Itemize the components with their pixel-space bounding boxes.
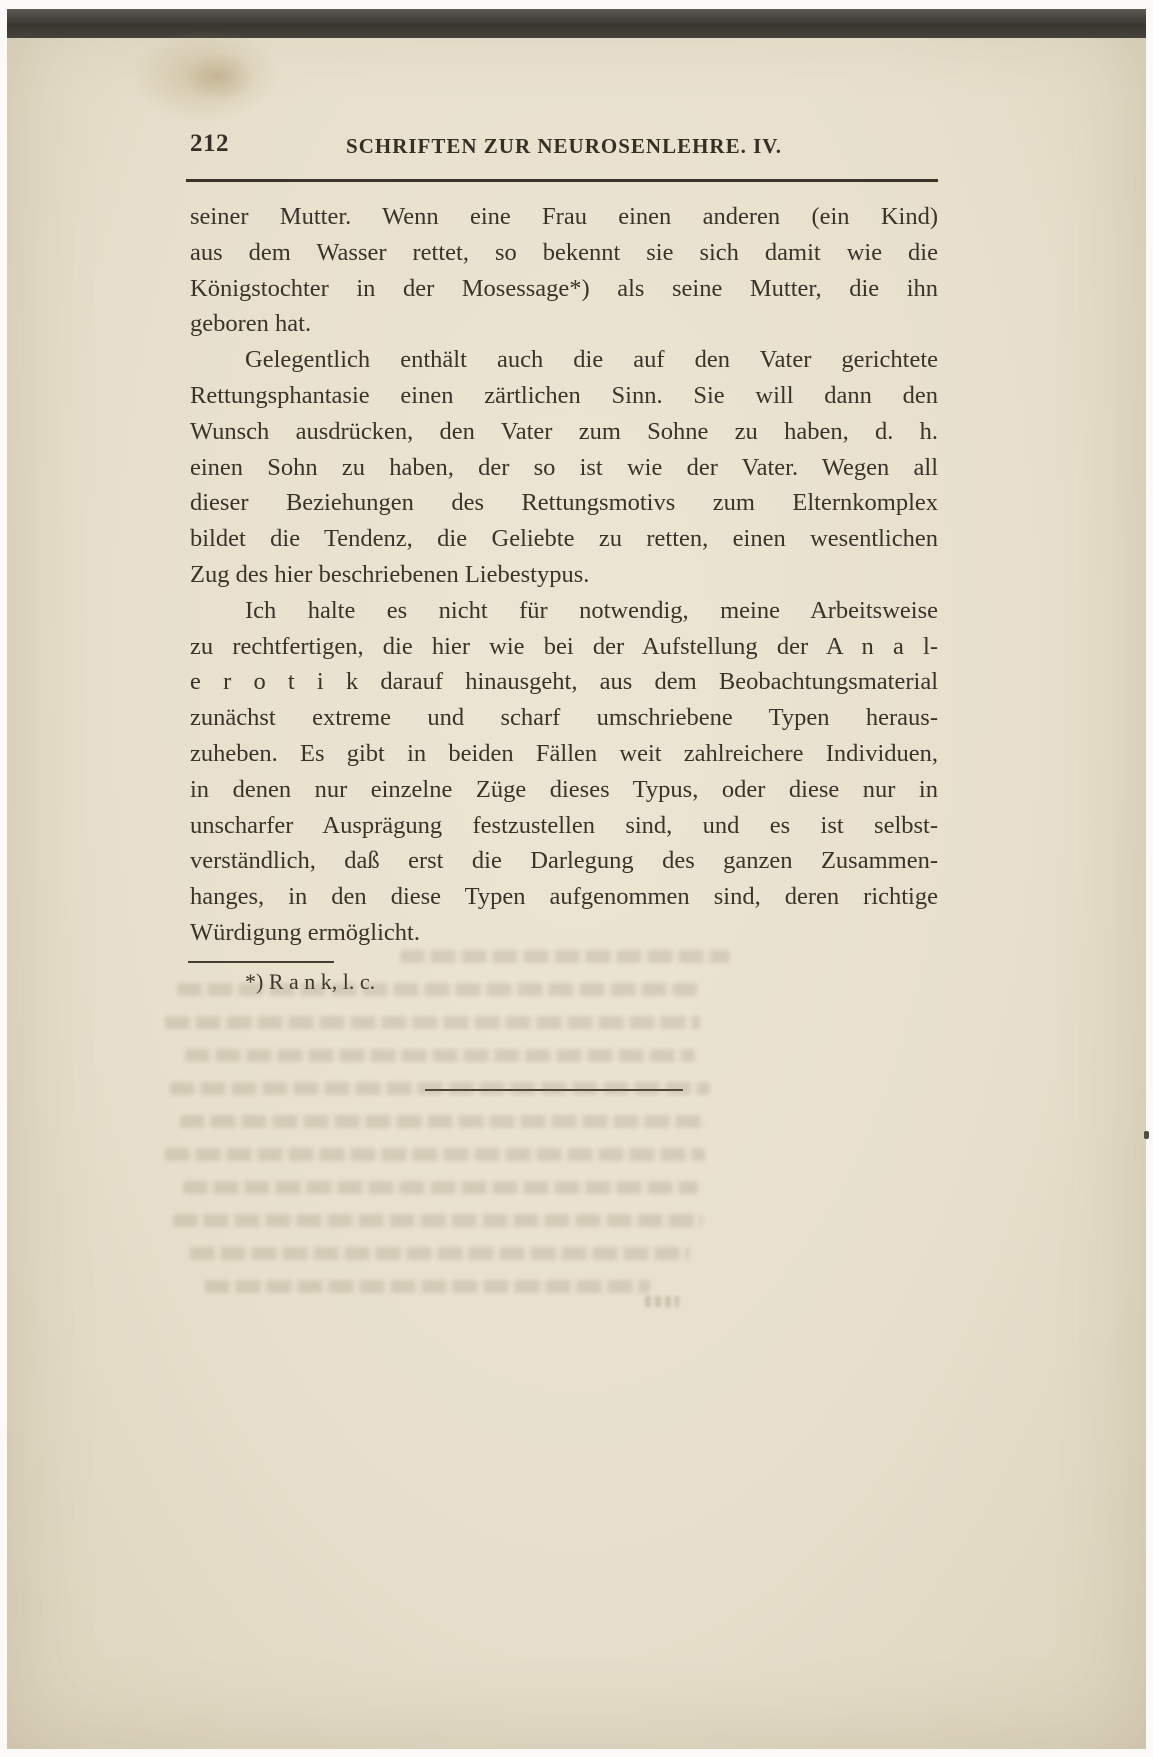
text-line: zuheben. Es gibt in beiden Fällen weit zahlreichere Individuen, xyxy=(190,739,938,767)
bleed-line xyxy=(180,1115,705,1128)
scan-speck xyxy=(1144,1131,1149,1139)
body-text xyxy=(190,199,938,951)
text-line: geboren hat. xyxy=(190,310,312,338)
bleed-line xyxy=(165,1016,700,1029)
text-line: einen Sohn zu haben, der so ist wie der Vater. Wegen all xyxy=(190,453,938,481)
running-header-title: SCHRIFTEN ZUR NEUROSENLEHRE. IV. xyxy=(346,134,782,158)
running-header xyxy=(190,128,938,162)
paper-stain xyxy=(185,52,255,102)
text-line: Zug des hier beschriebenen Liebestypus. xyxy=(190,560,590,588)
bleed-through-text xyxy=(165,950,720,1313)
text-line: aus dem Wasser rettet, so bekennt sie sich damit wie die xyxy=(190,238,938,266)
text-line: unscharfer Ausprägung festzustellen sind, und es ist selbst- xyxy=(190,811,938,839)
bleed-line xyxy=(173,1214,703,1227)
text-line: in denen nur einzelne Züge dieses Typus, oder diese nur in xyxy=(190,775,938,803)
bleed-signature-mark xyxy=(645,1296,679,1307)
text-line: dieser Beziehungen des Rettungsmotivs zum Elternkomplex xyxy=(190,489,938,517)
text-line: hanges, in den diese Typen aufgenommen sind, deren richtige xyxy=(190,883,938,911)
bleed-line xyxy=(165,1148,705,1161)
text-line: e r o t i k darauf hinausgeht, aus dem Beobachtungsmaterial xyxy=(190,668,938,696)
text-line: zunächst extreme und scharf umschriebene Typen heraus- xyxy=(190,704,938,732)
text-line: Würdigung ermöglicht. xyxy=(190,918,420,946)
bleed-line xyxy=(177,983,697,996)
text-line: Ich halte es nicht für notwendig, meine Arbeitsweise xyxy=(245,596,938,624)
text-line: Rettungsphantasie einen zärtlichen Sinn. Sie will dann den xyxy=(190,381,938,409)
text-line: Wunsch ausdrücken, den Vater zum Sohne zu haben, d. h. xyxy=(190,417,938,445)
page-number: 212 xyxy=(190,130,229,157)
bleed-line xyxy=(190,1247,690,1260)
bleed-line xyxy=(170,1082,710,1095)
bleed-line xyxy=(205,1280,650,1293)
text-line: Königstochter in der Mosessage*) als seine Mutter, die ihn xyxy=(190,274,938,302)
text-line: bildet die Tendenz, die Geliebte zu retten, einen wesentlichen xyxy=(190,525,938,553)
text-line: zu rechtfertigen, die hier wie bei der Aufstellung der A n a l- xyxy=(190,632,938,660)
header-rule xyxy=(186,179,938,182)
bleed-line xyxy=(400,950,730,963)
bleed-line xyxy=(185,1049,695,1062)
text-line: seiner Mutter. Wenn eine Frau einen anderen (ein Kind) xyxy=(190,203,938,230)
text-line: Gelegentlich enthält auch die auf den Vater gerichtete xyxy=(245,346,938,374)
text-line: verständlich, daß erst die Darlegung des ganzen Zusammen- xyxy=(190,847,938,875)
footnote-text: *) R a n k, l. c. xyxy=(245,969,376,994)
bleed-line xyxy=(183,1181,698,1194)
